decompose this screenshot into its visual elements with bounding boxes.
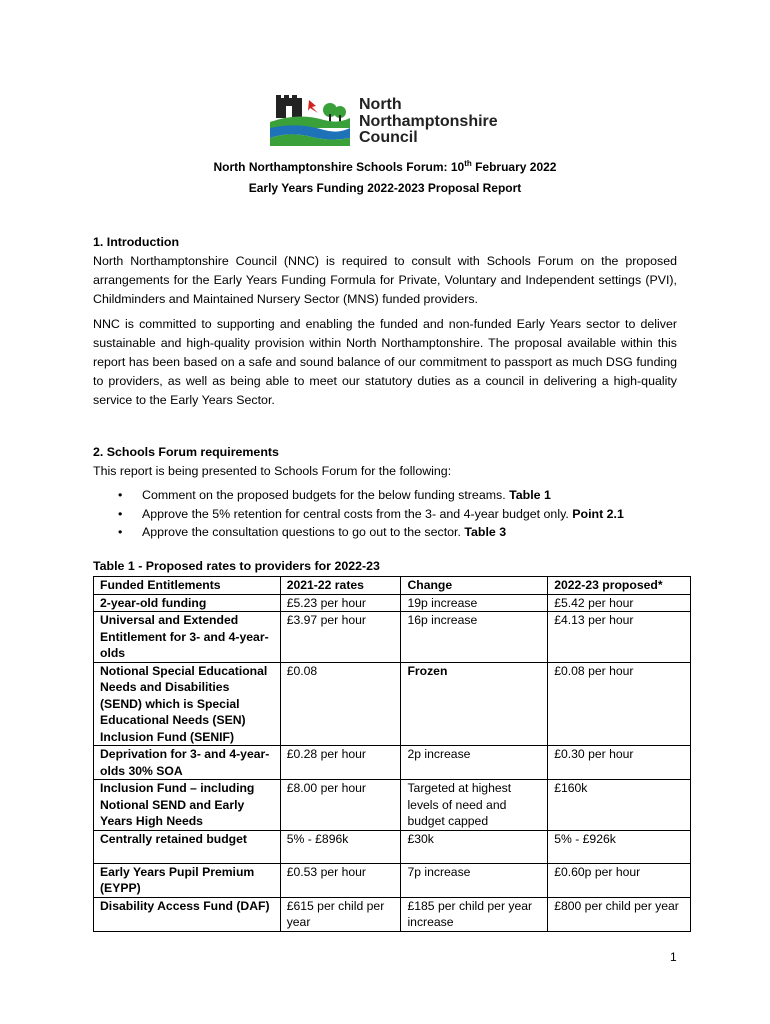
requirements-lead: This report is being presented to Schools Forum for the following: — [93, 464, 452, 478]
table-cell: Deprivation for 3- and 4-year-olds 30% SOA — [94, 746, 281, 780]
introduction-section — [93, 233, 677, 410]
table-cell: Inclusion Fund – including Notional SEND and Early Years High Needs — [94, 780, 281, 831]
council-name — [359, 97, 498, 147]
table-cell: £8.00 per hour — [280, 780, 401, 831]
table-row — [94, 612, 691, 663]
column-header: Change — [401, 577, 548, 595]
table-cell: £0.08 — [280, 662, 401, 746]
rates-table — [93, 576, 691, 932]
requirements-section — [93, 443, 677, 542]
requirement-reference: Point 2.1 — [572, 506, 624, 521]
table-header-row — [94, 577, 691, 595]
introduction-heading: 1. Introduction — [93, 235, 180, 249]
council-logo — [268, 94, 528, 150]
table-cell: £0.53 per hour — [280, 863, 401, 897]
table-row — [94, 897, 691, 931]
table-row — [94, 863, 691, 897]
table-cell: Disability Access Fund (DAF) — [94, 897, 281, 931]
requirements-heading: 2. Schools Forum requirements — [93, 445, 279, 459]
table-cell: £160k — [548, 780, 691, 831]
table-cell: £5.23 per hour — [280, 594, 401, 612]
table-cell: 2p increase — [401, 746, 548, 780]
table-cell: £5.42 per hour — [548, 594, 691, 612]
table-cell: 16p increase — [401, 612, 548, 663]
title-superscript: th — [464, 159, 472, 168]
report-subtitle: Early Years Funding 2022-2023 Proposal Report — [248, 181, 522, 195]
table-cell: £0.60p per hour — [548, 863, 691, 897]
table-cell: Early Years Pupil Premium (EYPP) — [94, 863, 281, 897]
requirement-reference: Table 1 — [509, 488, 551, 502]
requirement-item: • Comment on the proposed budgets for the below funding streams. Table 1 — [93, 486, 677, 505]
logo-line-3: Council — [359, 129, 418, 146]
table-cell: £0.30 per hour — [548, 746, 691, 780]
table-cell: £800 per child per year — [548, 897, 691, 931]
page-number: 1 — [670, 950, 677, 964]
column-header: 2022-23 proposed* — [548, 577, 691, 595]
logo-line-2: Northamptonshire — [359, 112, 498, 130]
table-row — [94, 662, 691, 746]
introduction-paragraph-2: NNC is committed to supporting and enabling the funded and non-funded Early Years sector to deliver sustainable and high-quality provision within North Northamptonshire. The proposal available within this report has been based on a safe and sound balance of our commitment to passport as much DSG funding to providers, as well as being able to meet our statutory duties as a council in delivering a high-quality service to the Early Years Sector. — [93, 317, 677, 407]
table-cell: Notional Special Educational Needs and Disabilities (SEND) which is Special Educational Needs (SEN) Inclusion Fund (SENIF) — [94, 662, 281, 746]
table-cell: 2-year-old funding — [94, 594, 281, 612]
table-cell: £0.08 per hour — [548, 662, 691, 746]
table-cell: Targeted at highest levels of need and budget capped — [401, 780, 548, 831]
table-cell: £615 per child per year — [280, 897, 401, 931]
table-row — [94, 780, 691, 831]
table-caption: Table 1 - Proposed rates to providers for 2022-23 — [93, 559, 380, 573]
table-cell: £4.13 per hour — [548, 612, 691, 663]
logo-line-1: North — [359, 96, 402, 113]
requirement-item: • Approve the 5% retention for central costs from the 3- and 4-year budget only. Point 2.1 — [93, 505, 677, 524]
column-header: 2021-22 rates — [280, 577, 401, 595]
table-row — [94, 746, 691, 780]
table-cell: £3.97 per hour — [280, 612, 401, 663]
table-row — [94, 594, 691, 612]
requirement-item: • Approve the consultation questions to go out to the sector. Table 3 — [93, 523, 677, 542]
table-cell: £30k — [401, 830, 548, 863]
table-cell: Centrally retained budget — [94, 830, 281, 863]
introduction-paragraph-1: North Northamptonshire Council (NNC) is required to consult with Schools Forum on the proposed arrangements for the Early Years Funding Formula for Private, Voluntary and Independent settings (PVI), Childminders and Maintained Nursery Sector (MNS) funded providers. — [93, 254, 677, 306]
council-emblem-icon — [268, 94, 354, 150]
table-cell: Universal and Extended Entitlement for 3- and 4-year-olds — [94, 612, 281, 663]
report-title-block — [93, 153, 677, 199]
table-cell: £0.28 per hour — [280, 746, 401, 780]
table-cell: 5% - £926k — [548, 830, 691, 863]
requirements-list — [93, 486, 677, 542]
table-cell: 19p increase — [401, 594, 548, 612]
table-cell: £185 per child per year increase — [401, 897, 548, 931]
requirement-reference: Table 3 — [464, 525, 507, 539]
table-row — [94, 830, 691, 863]
table-cell: Frozen — [401, 662, 548, 746]
table-cell: 5% - £896k — [280, 830, 401, 863]
table-cell: 7p increase — [401, 863, 548, 897]
report-title: North Northamptonshire Schools Forum: 10th February 2022 — [213, 159, 557, 174]
column-header: Funded Entitlements — [94, 577, 281, 595]
